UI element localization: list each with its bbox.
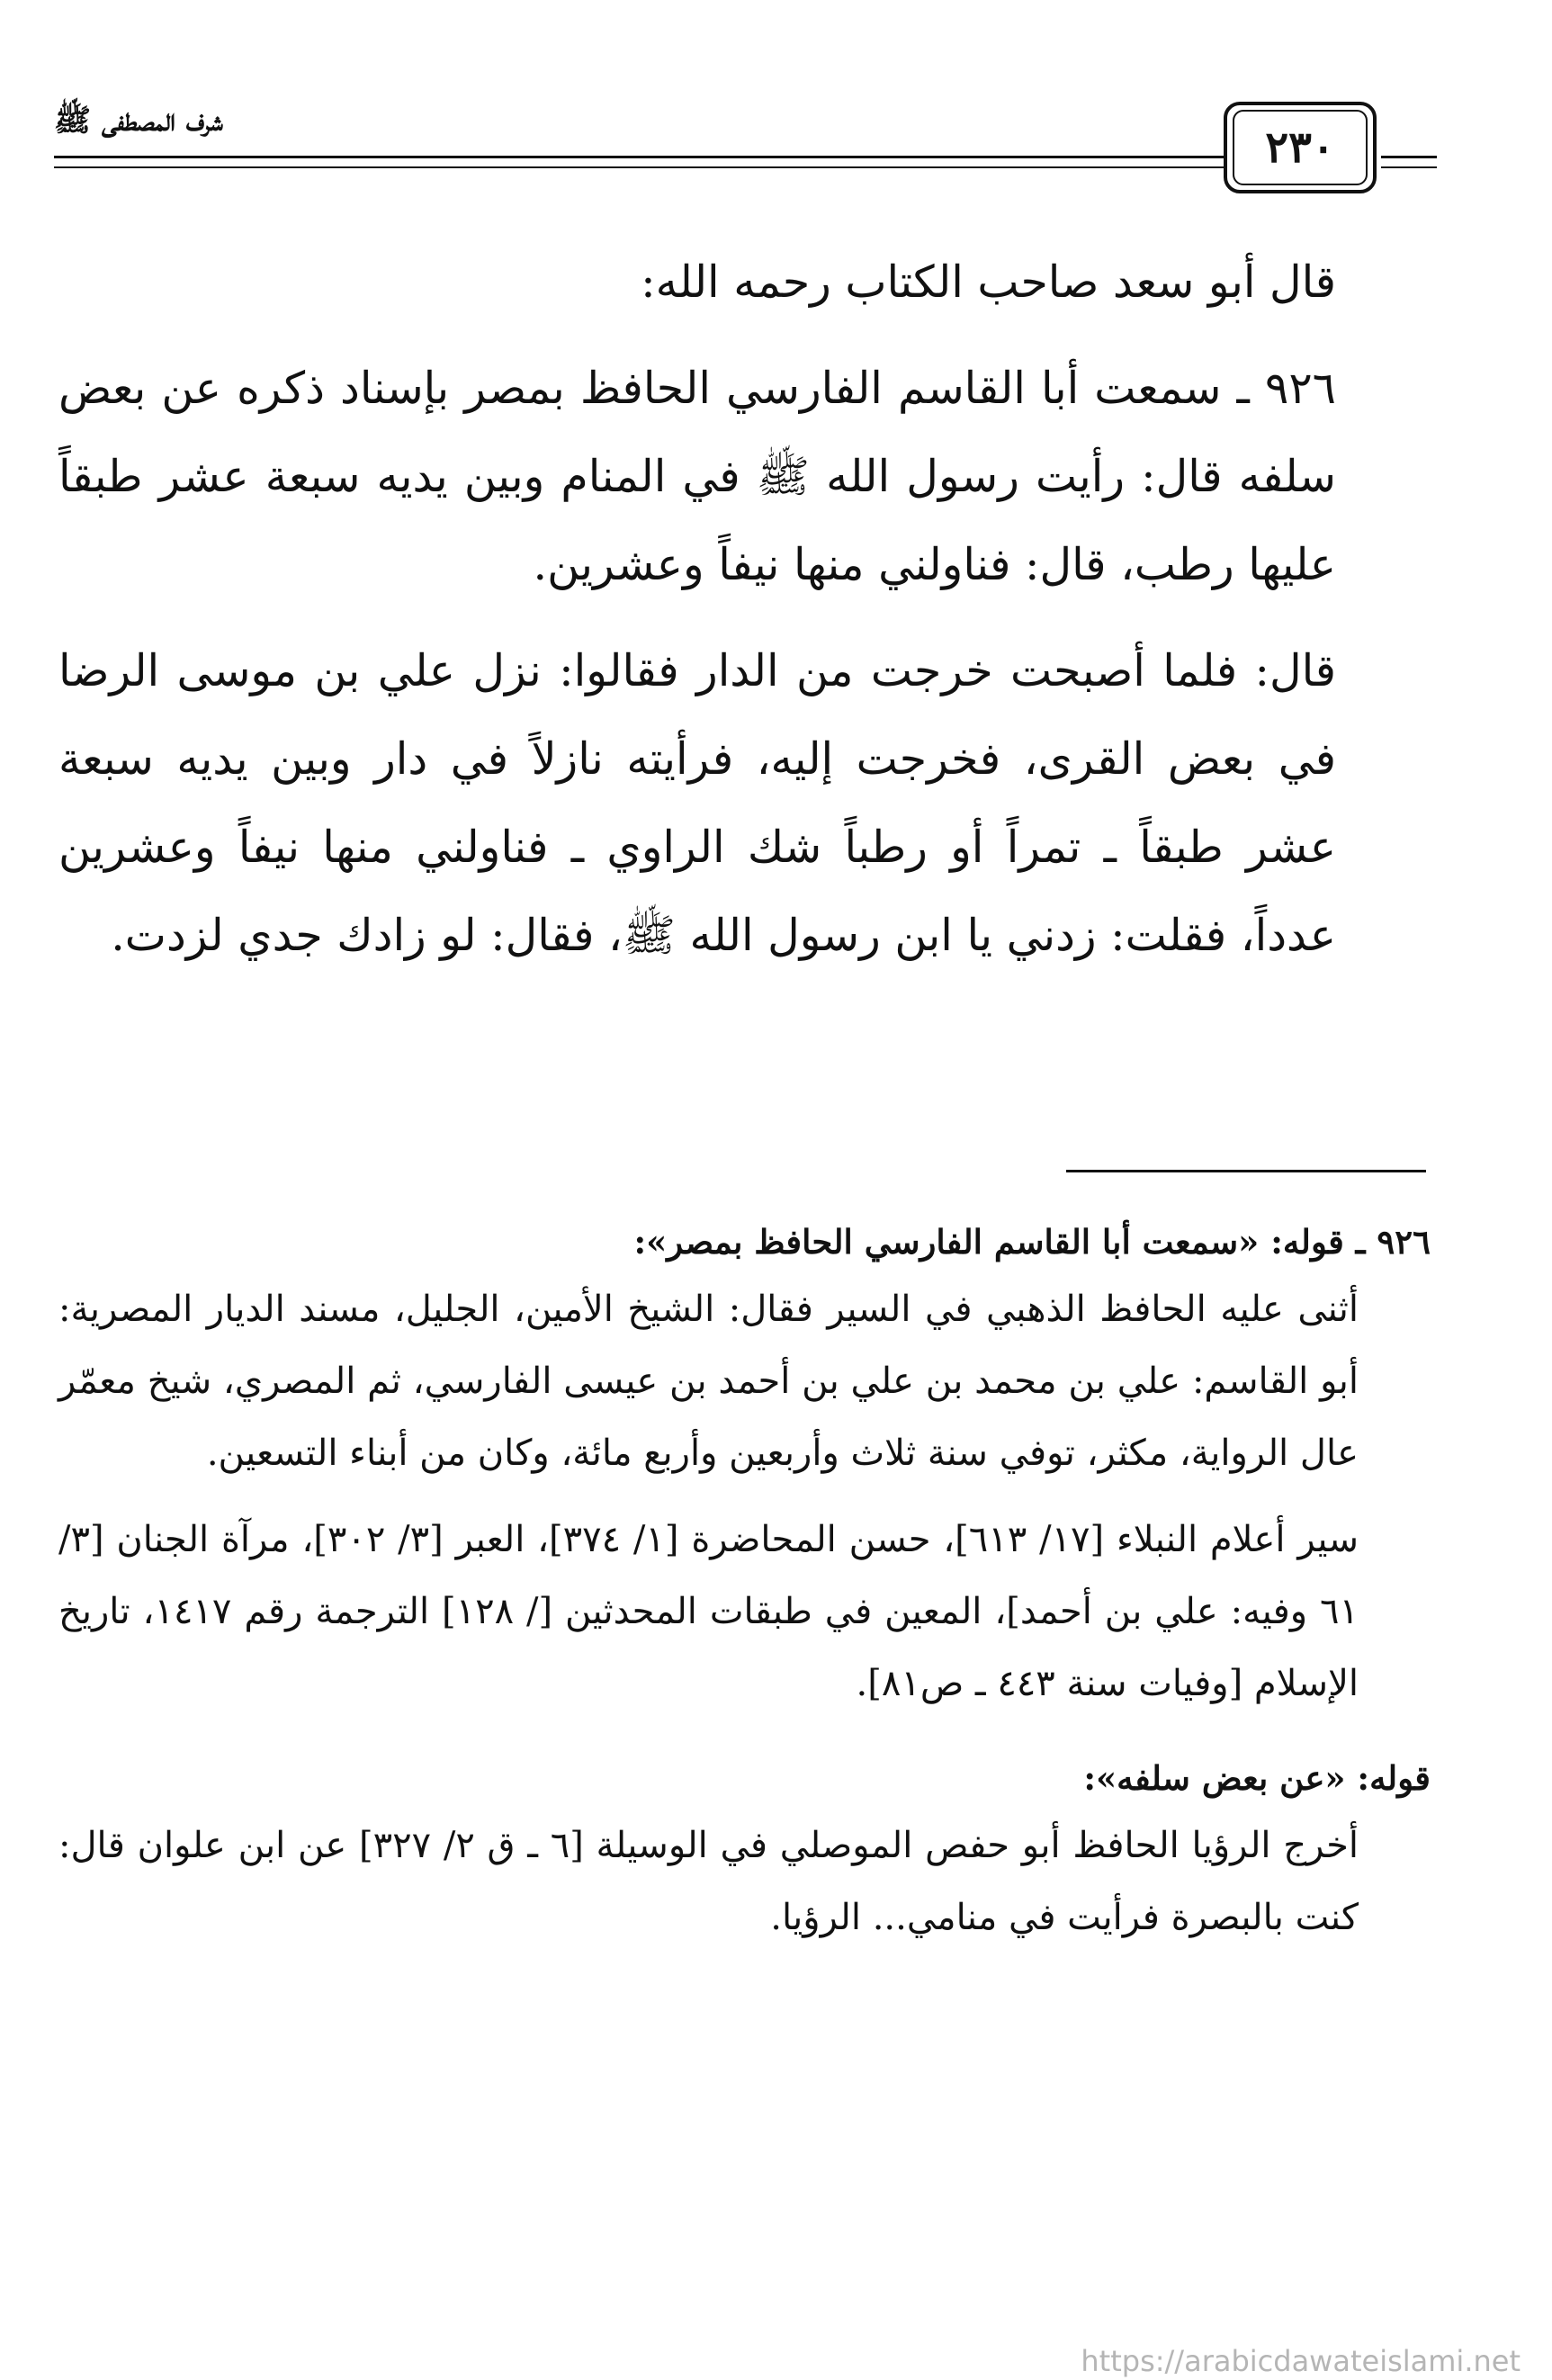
main-paragraph-926: ٩٢٦ ـ سمعت أبا القاسم الفارسي الحافظ بمصر بإسناد ذكره عن بعض سلفه قال: رأيت رسول الله ﷺ في المنام وبين يديه سبعة عشر طبقاً عليها رطب، قال: فناولني منها نيفاً وعشرين.: [58, 363, 1336, 590]
main-text: [58, 238, 1336, 980]
footnote-paragraph-wasila: أخرج الرؤيا الحافظ أبو حفص الموصلي في الوسيلة [٦ ـ ق ٢/ ٣٢٧] عن ابن علوان قال: كنت بالبصرة فرأيت في منامي... الرؤيا.: [58, 1825, 1359, 1938]
header-rule-right-thin: [1381, 166, 1437, 168]
page-number: ٢٣٠: [1233, 110, 1368, 185]
footnote-heading-926: ٩٢٦ ـ قوله: «سمعت أبا القاسم الفارسي الحافظ بمصر»:: [633, 1222, 1431, 1262]
header-rule-right: [1381, 156, 1437, 158]
footnote-paragraph-sources: سير أعلام النبلاء [١٧/ ٦١٣]، حسن المحاضرة [١/ ٣٧٤]، العبر [٣/ ٣٠٢]، مرآة الجنان [٣/ ٦١ وفيه: علي بن أحمد]، المعين في طبقات المحدثين [/ ١٢٨] الترجمة رقم ١٤١٧، تاريخ الإسلام [وفيات سنة ٤٤٣ ـ ص٨١].: [58, 1519, 1359, 1704]
header-rule: [54, 156, 1224, 158]
footnotes: [58, 1210, 1431, 1953]
page-number-frame: [1224, 102, 1377, 193]
watermark-url: https://arabicdawateislami.net: [1081, 2344, 1521, 2378]
main-paragraph-continuation: قال: فلما أصبحت خرجت من الدار فقالوا: نزل علي بن موسى الرضا في بعض القرى، فخرجت إليه، فرأيته نازلاً في دار وبين يديه سبعة عشر طبقاً ـ تمراً أو رطباً شك الراوي ـ فناولني منها نيفاً وعشرين عدداً، فقلت: زدني يا ابن رسول الله ﷺ، فقال: لو زادك جدي لزدت.: [58, 645, 1336, 961]
footnote-paragraph-biography: أثنى عليه الحافظ الذهبي في السير فقال: الشيخ الأمين، الجليل، مسند الديار المصرية: أبو القاسم: علي بن محمد بن علي بن أحمد بن عيسى الفارسي، ثم المصري، شيخ معمّر عال الرواية، مكثر، توفي سنة ثلاث وأربعين وأربع مائة، وكان من أبناء التسعين.: [58, 1289, 1359, 1474]
header-rule-thin: [54, 166, 1224, 168]
page-header: [54, 85, 1431, 202]
book-title: شرف المصطفى ﷺ: [54, 103, 223, 139]
main-paragraph-intro: قال أبو سعد صاحب الكتاب رحمه الله:: [641, 256, 1336, 308]
footnote-separator: [1066, 1170, 1426, 1172]
footnote-heading-salaf: قوله: «عن بعض سلفه»:: [1083, 1758, 1431, 1798]
